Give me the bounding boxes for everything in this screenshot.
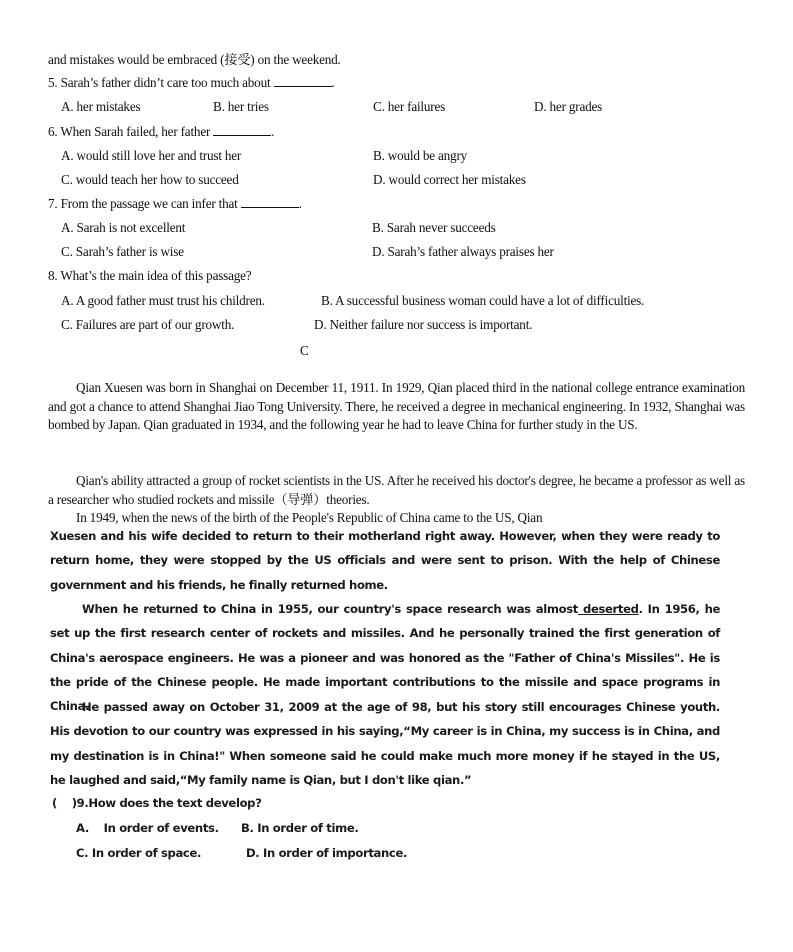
question-stem: What’s the main idea of this passage? [60, 268, 252, 283]
answer-blank [241, 196, 299, 208]
q8-option-b: B. A successful business woman could have a lot of difficulties. [321, 293, 645, 308]
question-stem: When Sarah failed, her father [60, 124, 211, 139]
passage-c-paragraph-2: Qian's ability attracted a group of rocket scientists in the US. After he received his doctor's degree, he became a professor as well as a researcher who studied rockets and missile（导弹）theories. [48, 473, 745, 507]
q7-option-d: D. Sarah’s father always praises her [372, 244, 554, 259]
q9-option-d: D. In order of importance. [246, 846, 408, 860]
question-stem: Sarah’s father didn’t care too much about [60, 75, 271, 90]
q9-option-a: A. In order of events. [76, 821, 219, 835]
passage-c-paragraph-5: He passed away on October 31, 2009 at the age of 98, but his story still encourages Chinese youth. His devotion to our country was expressed in his saying,“My career is in China, my success is in China, and my destination is in China!" When someone said he could make much more money if he stayed in the US, he laughed and said,“My family name is Qian, but I don't like qian.” [50, 700, 720, 787]
question-number: 5. [48, 75, 58, 90]
q8-option-d: D. Neither failure nor success is important. [314, 317, 533, 332]
q6-option-a: A. would still love her and trust her [61, 148, 242, 163]
answer-blank [274, 75, 332, 87]
q7-option-b: B. Sarah never succeeds [372, 220, 496, 235]
section-c-label: C [300, 343, 309, 358]
q9-option-b: B. In order of time. [241, 821, 359, 835]
question-5: 5. Sarah’s father didn’t care too much about . [48, 75, 335, 90]
q7-option-a: A. Sarah is not excellent [61, 220, 186, 235]
p4-text-after: . In 1956, he set up the first research center of rockets and missiles. And he personally trained the first generation of China's aerospace engineers. He was a pioneer and was honored as the "Father of China's Missiles". He is the pride of the Chinese people. He made important contributions to the missile and space programs in China. [50, 602, 720, 714]
q8-option-a: A. A good father must trust his children. [61, 293, 265, 308]
answer-bracket: ( ) [52, 796, 77, 810]
q5-option-d: D. her grades [534, 99, 603, 114]
q5-option-a: A. her mistakes [61, 99, 141, 114]
question-number: 6. [48, 124, 58, 139]
question-stem: 9.How does the text develop? [76, 796, 262, 810]
q8-option-c: C. Failures are part of our growth. [61, 317, 235, 332]
q6-option-c: C. would teach her how to succeed [61, 172, 239, 187]
q6-option-d: D. would correct her mistakes [373, 172, 526, 187]
passage-c-paragraph-3-start: In 1949, when the news of the birth of the People's Republic of China came to the US, Qian [76, 510, 543, 525]
question-7: 7. From the passage we can infer that . [48, 196, 302, 211]
question-8 [48, 268, 251, 284]
underlined-word-deserted: deserted [577, 602, 639, 616]
question-number: 7. [48, 196, 58, 211]
question-6: 6. When Sarah failed, her father . [48, 124, 275, 139]
q7-option-c: C. Sarah’s father is wise [61, 244, 184, 259]
question-number: 8. [48, 268, 58, 283]
question-stem: From the passage we can infer that [60, 196, 238, 211]
passage-c-paragraph-3-cont: Xuesen and his wife decided to return to their motherland right away. However, when they were ready to return home, they were stopped by the US officials and were sent to prison. With the help of Chinese government and his friends, he finally returned home. [50, 529, 720, 592]
p4-text-before: When he returned to China in 1955, our country's space research was almost [82, 602, 578, 616]
q9-option-c: C. In order of space. [76, 846, 202, 860]
q6-option-b: B. would be angry [373, 148, 468, 163]
passage-c-paragraph-1: Qian Xuesen was born in Shanghai on December 11, 1911. In 1929, Qian placed third in the national college entrance examination and got a chance to attend Shanghai Jiao Tong University. There, he received a degree in mechanical engineering. In 1932, Shanghai was bombed by Japan. Qian graduated in 1934, and the following year he had to leave China for further study in the US. [48, 380, 745, 433]
passage-b-tail: and mistakes would be embraced (接受) on the weekend. [48, 52, 341, 67]
answer-blank [213, 124, 271, 136]
q5-option-b: B. her tries [213, 99, 269, 114]
q5-option-c: C. her failures [373, 99, 446, 114]
question-9 [52, 796, 262, 810]
